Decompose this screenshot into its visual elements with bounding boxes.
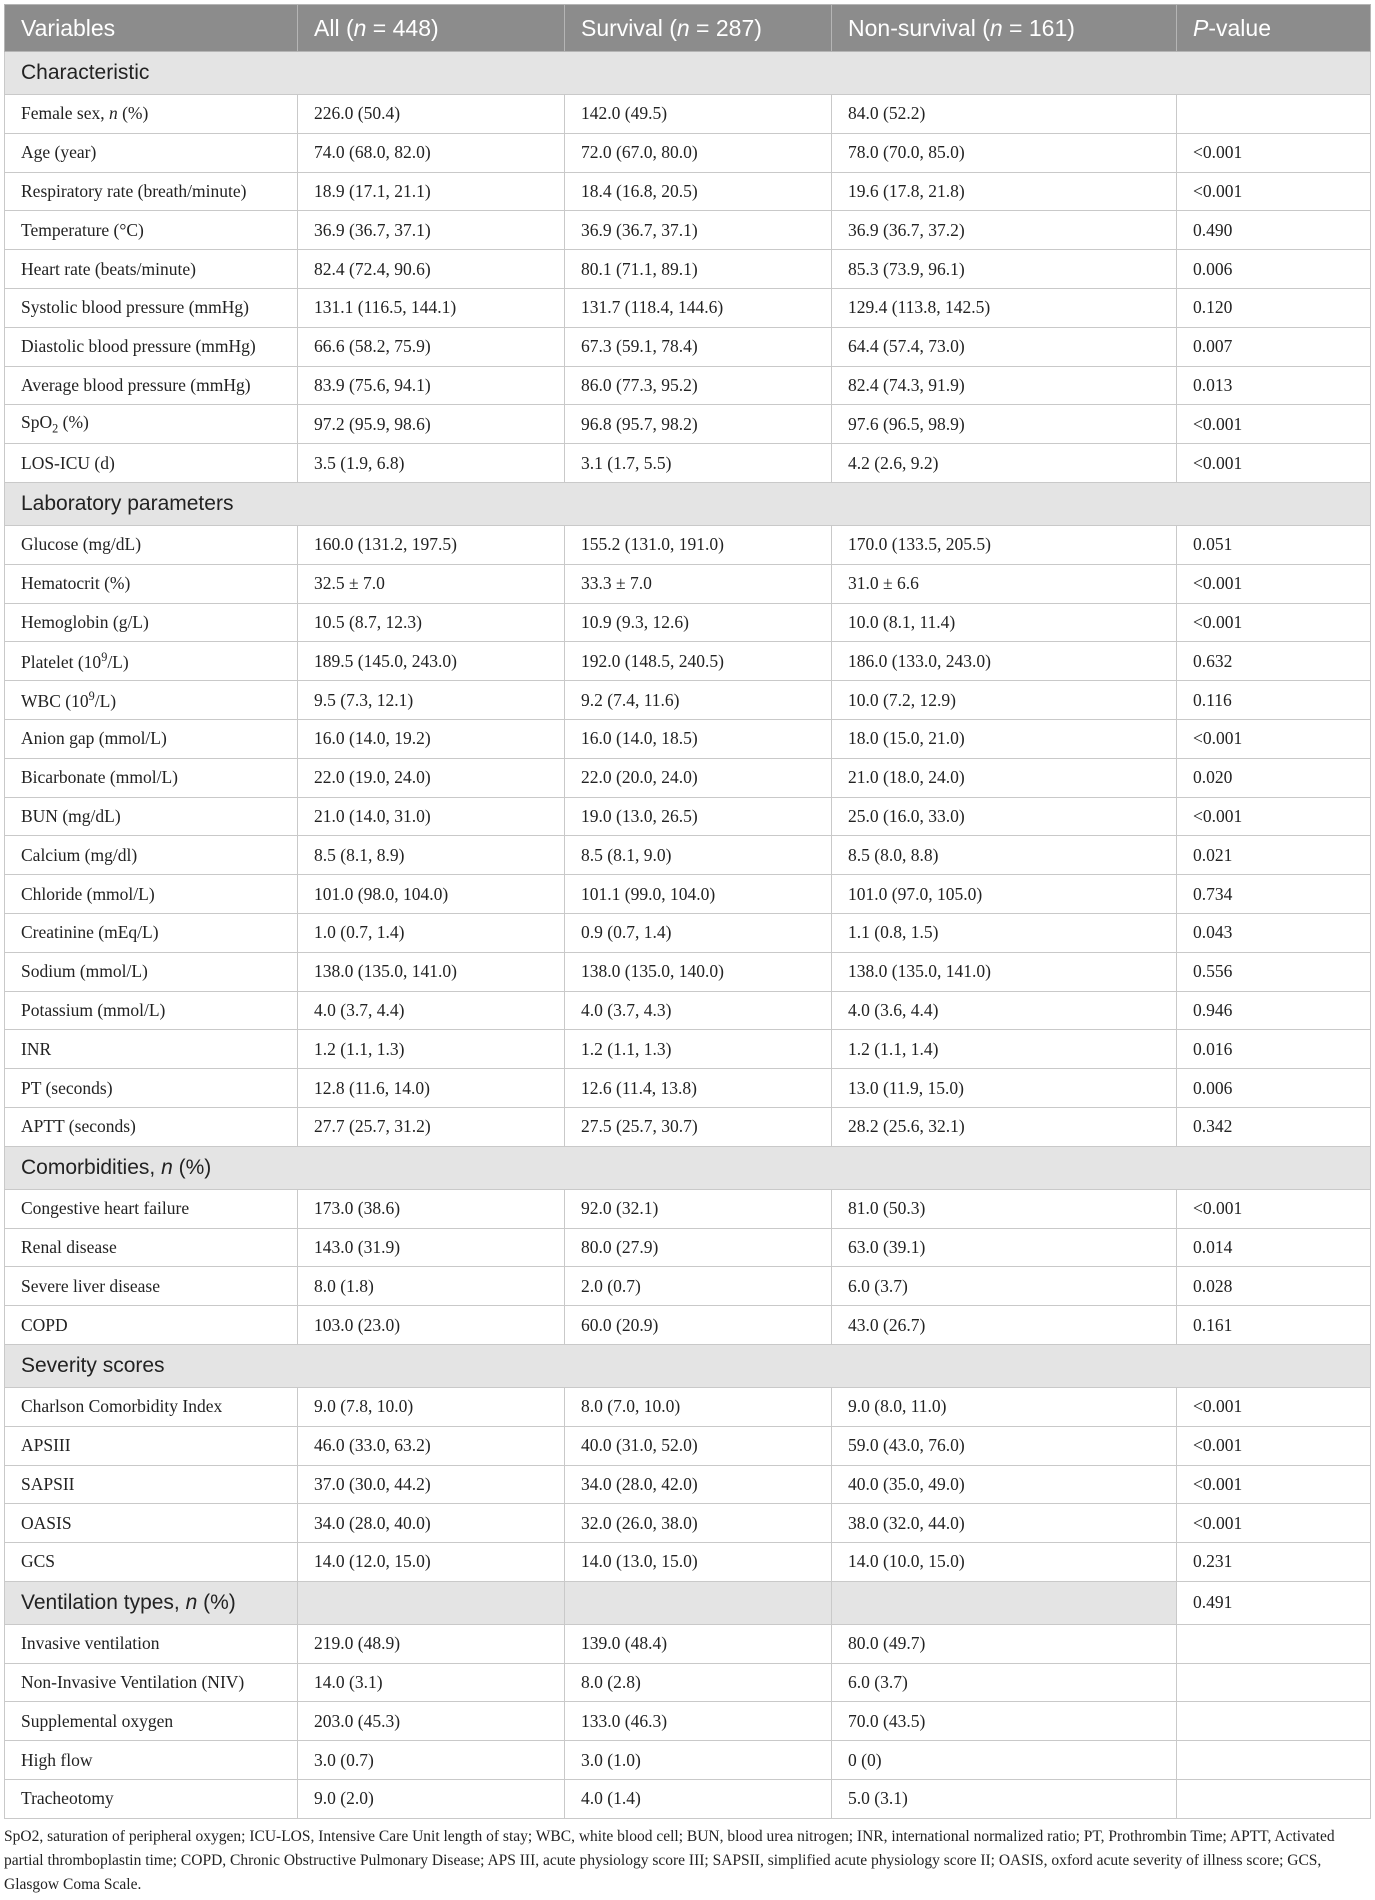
- row-label: Creatinine (mEq/L): [5, 913, 298, 952]
- cell-p: 0.021: [1177, 836, 1371, 875]
- cell-nonsurvival: 78.0 (70.0, 85.0): [832, 133, 1177, 172]
- cell-p: 0.014: [1177, 1228, 1371, 1267]
- cell-all: 9.0 (2.0): [298, 1780, 565, 1819]
- row-label: Charlson Comorbidity Index: [5, 1387, 298, 1426]
- table-row: [5, 1069, 1371, 1108]
- data-table: [4, 4, 1371, 1819]
- cell-survival: 131.7 (118.4, 144.6): [565, 288, 832, 327]
- cell-survival: 34.0 (28.0, 42.0): [565, 1465, 832, 1504]
- row-label: SpO$_2$ (%): [5, 405, 298, 444]
- row-label: High flow: [5, 1741, 298, 1780]
- cell-all: 14.0 (3.1): [298, 1663, 565, 1702]
- section-row: [5, 1344, 1371, 1387]
- table-row: [5, 1030, 1371, 1069]
- cell-p: 0.342: [1177, 1107, 1371, 1146]
- cell-survival: 1.2 (1.1, 1.3): [565, 1030, 832, 1069]
- cell-all: 226.0 (50.4): [298, 95, 565, 134]
- cell-p: 0.556: [1177, 952, 1371, 991]
- row-label: Platelet $(10^9/L)$: [5, 642, 298, 681]
- cell-all: 36.9 (36.7, 37.1): [298, 211, 565, 250]
- cell-all: 3.0 (0.7): [298, 1741, 565, 1780]
- cell-all: 9.0 (7.8, 10.0): [298, 1387, 565, 1426]
- section-spacer: [832, 1581, 1177, 1624]
- row-label: LOS-ICU (d): [5, 444, 298, 483]
- cell-p: <0.001: [1177, 444, 1371, 483]
- cell-p: 0.043: [1177, 913, 1371, 952]
- table-row: [5, 1543, 1371, 1582]
- table-row: [5, 564, 1371, 603]
- table-row: [5, 1663, 1371, 1702]
- table-row: [5, 1504, 1371, 1543]
- cell-all: 173.0 (38.6): [298, 1189, 565, 1228]
- row-label: COPD: [5, 1306, 298, 1345]
- cell-nonsurvival: 82.4 (74.3, 91.9): [832, 366, 1177, 405]
- cell-p: 0.020: [1177, 758, 1371, 797]
- table-row: [5, 1107, 1371, 1146]
- cell-all: 83.9 (75.6, 94.1): [298, 366, 565, 405]
- cell-all: 21.0 (14.0, 31.0): [298, 797, 565, 836]
- cell-all: 9.5 (7.3, 12.1): [298, 681, 565, 720]
- cell-all: 27.7 (25.7, 31.2): [298, 1107, 565, 1146]
- cell-nonsurvival: 6.0 (3.7): [832, 1267, 1177, 1306]
- cell-nonsurvival: 18.0 (15.0, 21.0): [832, 719, 1177, 758]
- cell-survival: 9.2 (7.4, 11.6): [565, 681, 832, 720]
- cell-p: <0.001: [1177, 172, 1371, 211]
- cell-survival: 92.0 (32.1): [565, 1189, 832, 1228]
- row-label: GCS: [5, 1543, 298, 1582]
- cell-p: [1177, 1780, 1371, 1819]
- section-title: Laboratory parameters: [5, 482, 1371, 525]
- table-row: [5, 1780, 1371, 1819]
- cell-all: 22.0 (19.0, 24.0): [298, 758, 565, 797]
- cell-nonsurvival: 4.2 (2.6, 9.2): [832, 444, 1177, 483]
- section-row: [5, 1146, 1371, 1189]
- cell-nonsurvival: 21.0 (18.0, 24.0): [832, 758, 1177, 797]
- cell-nonsurvival: 31.0 ± 6.6: [832, 564, 1177, 603]
- cell-survival: 192.0 (148.5, 240.5): [565, 642, 832, 681]
- cell-nonsurvival: 59.0 (43.0, 76.0): [832, 1426, 1177, 1465]
- table-body: [5, 52, 1371, 1819]
- cell-all: 160.0 (131.2, 197.5): [298, 525, 565, 564]
- cell-survival: 139.0 (48.4): [565, 1624, 832, 1663]
- cell-survival: 80.0 (27.9): [565, 1228, 832, 1267]
- header-non-survival: Non-survival (n = 161): [832, 5, 1177, 52]
- header-row: [5, 5, 1371, 52]
- cell-nonsurvival: 138.0 (135.0, 141.0): [832, 952, 1177, 991]
- cell-all: 8.0 (1.8): [298, 1267, 565, 1306]
- row-label: Sodium (mmol/L): [5, 952, 298, 991]
- row-label: Potassium (mmol/L): [5, 991, 298, 1030]
- section-row: [5, 482, 1371, 525]
- row-label: Tracheotomy: [5, 1780, 298, 1819]
- cell-nonsurvival: 101.0 (97.0, 105.0): [832, 875, 1177, 914]
- cell-p: <0.001: [1177, 564, 1371, 603]
- section-title: Comorbidities, n (%): [5, 1146, 1371, 1189]
- cell-p: <0.001: [1177, 405, 1371, 444]
- cell-survival: 101.1 (99.0, 104.0): [565, 875, 832, 914]
- row-label: Hemoglobin (g/L): [5, 603, 298, 642]
- row-label: Heart rate (beats/minute): [5, 250, 298, 289]
- cell-nonsurvival: 13.0 (11.9, 15.0): [832, 1069, 1177, 1108]
- cell-p: <0.001: [1177, 1465, 1371, 1504]
- cell-nonsurvival: 36.9 (36.7, 37.2): [832, 211, 1177, 250]
- cell-p: [1177, 1702, 1371, 1741]
- cell-all: 16.0 (14.0, 19.2): [298, 719, 565, 758]
- cell-p: 0.116: [1177, 681, 1371, 720]
- section-title: Ventilation types, n (%): [5, 1581, 298, 1624]
- header-variables: Variables: [5, 5, 298, 52]
- cell-survival: 16.0 (14.0, 18.5): [565, 719, 832, 758]
- cell-p: <0.001: [1177, 133, 1371, 172]
- header-all: All (n = 448): [298, 5, 565, 52]
- cell-nonsurvival: 28.2 (25.6, 32.1): [832, 1107, 1177, 1146]
- table-row: [5, 991, 1371, 1030]
- row-label: Supplemental oxygen: [5, 1702, 298, 1741]
- cell-all: 1.2 (1.1, 1.3): [298, 1030, 565, 1069]
- cell-nonsurvival: 129.4 (113.8, 142.5): [832, 288, 1177, 327]
- table-row: [5, 1387, 1371, 1426]
- row-label: Female sex, n (%): [5, 95, 298, 134]
- cell-all: 103.0 (23.0): [298, 1306, 565, 1345]
- cell-survival: 27.5 (25.7, 30.7): [565, 1107, 832, 1146]
- table-row: [5, 913, 1371, 952]
- row-label: Renal disease: [5, 1228, 298, 1267]
- cell-nonsurvival: 43.0 (26.7): [832, 1306, 1177, 1345]
- cell-nonsurvival: 170.0 (133.5, 205.5): [832, 525, 1177, 564]
- row-label: PT (seconds): [5, 1069, 298, 1108]
- table-row: [5, 952, 1371, 991]
- section-spacer: [298, 1581, 565, 1624]
- table-row: [5, 133, 1371, 172]
- row-label: Average blood pressure (mmHg): [5, 366, 298, 405]
- cell-nonsurvival: 8.5 (8.0, 8.8): [832, 836, 1177, 875]
- row-label: OASIS: [5, 1504, 298, 1543]
- cell-p: 0.734: [1177, 875, 1371, 914]
- section-title: Characteristic: [5, 52, 1371, 95]
- cell-p: [1177, 1741, 1371, 1780]
- cell-all: 143.0 (31.9): [298, 1228, 565, 1267]
- cell-all: 4.0 (3.7, 4.4): [298, 991, 565, 1030]
- cell-p: 0.006: [1177, 250, 1371, 289]
- cell-nonsurvival: 85.3 (73.9, 96.1): [832, 250, 1177, 289]
- cell-p: 0.946: [1177, 991, 1371, 1030]
- cell-nonsurvival: 14.0 (10.0, 15.0): [832, 1543, 1177, 1582]
- cell-nonsurvival: 10.0 (7.2, 12.9): [832, 681, 1177, 720]
- row-label: Respiratory rate (breath/minute): [5, 172, 298, 211]
- cell-survival: 142.0 (49.5): [565, 95, 832, 134]
- cell-nonsurvival: 63.0 (39.1): [832, 1228, 1177, 1267]
- table-row: [5, 172, 1371, 211]
- cell-survival: 155.2 (131.0, 191.0): [565, 525, 832, 564]
- cell-nonsurvival: 0 (0): [832, 1741, 1177, 1780]
- header-survival: Survival (n = 287): [565, 5, 832, 52]
- cell-p: <0.001: [1177, 1426, 1371, 1465]
- cell-nonsurvival: 70.0 (43.5): [832, 1702, 1177, 1741]
- cell-all: 14.0 (12.0, 15.0): [298, 1543, 565, 1582]
- table-row: [5, 327, 1371, 366]
- table-row: [5, 603, 1371, 642]
- cell-nonsurvival: 84.0 (52.2): [832, 95, 1177, 134]
- cell-nonsurvival: 40.0 (35.0, 49.0): [832, 1465, 1177, 1504]
- cell-survival: 32.0 (26.0, 38.0): [565, 1504, 832, 1543]
- table-row: [5, 1306, 1371, 1345]
- cell-nonsurvival: 10.0 (8.1, 11.4): [832, 603, 1177, 642]
- cell-p: 0.490: [1177, 211, 1371, 250]
- table-row: [5, 1702, 1371, 1741]
- table-row: [5, 1624, 1371, 1663]
- cell-survival: 86.0 (77.3, 95.2): [565, 366, 832, 405]
- row-label: Age (year): [5, 133, 298, 172]
- cell-p: 0.006: [1177, 1069, 1371, 1108]
- cell-p: 0.632: [1177, 642, 1371, 681]
- cell-survival: 8.5 (8.1, 9.0): [565, 836, 832, 875]
- cell-nonsurvival: 6.0 (3.7): [832, 1663, 1177, 1702]
- cell-p: 0.016: [1177, 1030, 1371, 1069]
- cell-all: 97.2 (95.9, 98.6): [298, 405, 565, 444]
- cell-p: 0.120: [1177, 288, 1371, 327]
- cell-p: <0.001: [1177, 1189, 1371, 1228]
- cell-survival: 3.1 (1.7, 5.5): [565, 444, 832, 483]
- row-label: APSIII: [5, 1426, 298, 1465]
- section-title: Severity scores: [5, 1344, 1371, 1387]
- cell-survival: 96.8 (95.7, 98.2): [565, 405, 832, 444]
- table-row: [5, 444, 1371, 483]
- table-row: [5, 642, 1371, 681]
- cell-survival: 67.3 (59.1, 78.4): [565, 327, 832, 366]
- cell-all: 32.5 ± 7.0: [298, 564, 565, 603]
- cell-survival: 80.1 (71.1, 89.1): [565, 250, 832, 289]
- cell-all: 219.0 (48.9): [298, 1624, 565, 1663]
- row-label: Temperature (°C): [5, 211, 298, 250]
- cell-p: <0.001: [1177, 1387, 1371, 1426]
- cell-nonsurvival: 25.0 (16.0, 33.0): [832, 797, 1177, 836]
- row-label: Non-Invasive Ventilation (NIV): [5, 1663, 298, 1702]
- cell-survival: 19.0 (13.0, 26.5): [565, 797, 832, 836]
- cell-p: 0.007: [1177, 327, 1371, 366]
- cell-nonsurvival: 81.0 (50.3): [832, 1189, 1177, 1228]
- cell-survival: 138.0 (135.0, 140.0): [565, 952, 832, 991]
- row-label: SAPSII: [5, 1465, 298, 1504]
- cell-all: 3.5 (1.9, 6.8): [298, 444, 565, 483]
- cell-survival: 22.0 (20.0, 24.0): [565, 758, 832, 797]
- section-spacer: [565, 1581, 832, 1624]
- cell-all: 46.0 (33.0, 63.2): [298, 1426, 565, 1465]
- cell-all: 66.6 (58.2, 75.9): [298, 327, 565, 366]
- row-label: Bicarbonate (mmol/L): [5, 758, 298, 797]
- table-row: [5, 1465, 1371, 1504]
- row-label: Glucose (mg/dL): [5, 525, 298, 564]
- cell-all: 34.0 (28.0, 40.0): [298, 1504, 565, 1543]
- cell-all: 1.0 (0.7, 1.4): [298, 913, 565, 952]
- cell-nonsurvival: 4.0 (3.6, 4.4): [832, 991, 1177, 1030]
- cell-p: <0.001: [1177, 797, 1371, 836]
- cell-survival: 0.9 (0.7, 1.4): [565, 913, 832, 952]
- cell-all: 189.5 (145.0, 243.0): [298, 642, 565, 681]
- table-row: [5, 211, 1371, 250]
- header-p-value: P-value: [1177, 5, 1371, 52]
- table-row: [5, 797, 1371, 836]
- table-row: [5, 1426, 1371, 1465]
- row-label: INR: [5, 1030, 298, 1069]
- table-row: [5, 250, 1371, 289]
- cell-survival: 60.0 (20.9): [565, 1306, 832, 1345]
- cell-nonsurvival: 186.0 (133.0, 243.0): [832, 642, 1177, 681]
- cell-survival: 12.6 (11.4, 13.8): [565, 1069, 832, 1108]
- table-row: [5, 875, 1371, 914]
- cell-survival: 8.0 (7.0, 10.0): [565, 1387, 832, 1426]
- cell-all: 138.0 (135.0, 141.0): [298, 952, 565, 991]
- cell-p: [1177, 1624, 1371, 1663]
- table-row: [5, 758, 1371, 797]
- cell-nonsurvival: 80.0 (49.7): [832, 1624, 1177, 1663]
- cell-all: 18.9 (17.1, 21.1): [298, 172, 565, 211]
- table-row: [5, 1189, 1371, 1228]
- cell-survival: 14.0 (13.0, 15.0): [565, 1543, 832, 1582]
- row-label: Chloride (mmol/L): [5, 875, 298, 914]
- cell-p: 0.013: [1177, 366, 1371, 405]
- cell-p: [1177, 1663, 1371, 1702]
- row-label: Hematocrit (%): [5, 564, 298, 603]
- cell-survival: 40.0 (31.0, 52.0): [565, 1426, 832, 1465]
- cell-nonsurvival: 38.0 (32.0, 44.0): [832, 1504, 1177, 1543]
- table-row: [5, 405, 1371, 444]
- table-row: [5, 719, 1371, 758]
- cell-nonsurvival: 5.0 (3.1): [832, 1780, 1177, 1819]
- cell-survival: 3.0 (1.0): [565, 1741, 832, 1780]
- cell-survival: 33.3 ± 7.0: [565, 564, 832, 603]
- cell-p: <0.001: [1177, 719, 1371, 758]
- cell-all: 74.0 (68.0, 82.0): [298, 133, 565, 172]
- table-row: [5, 681, 1371, 720]
- row-label: Calcium (mg/dl): [5, 836, 298, 875]
- cell-p: 0.231: [1177, 1543, 1371, 1582]
- table-row: [5, 1228, 1371, 1267]
- table-row: [5, 1267, 1371, 1306]
- cell-p: 0.028: [1177, 1267, 1371, 1306]
- cell-survival: 18.4 (16.8, 20.5): [565, 172, 832, 211]
- cell-survival: 4.0 (3.7, 4.3): [565, 991, 832, 1030]
- table-row: [5, 836, 1371, 875]
- table-header: [5, 5, 1371, 52]
- row-label: Invasive ventilation: [5, 1624, 298, 1663]
- cell-nonsurvival: 19.6 (17.8, 21.8): [832, 172, 1177, 211]
- cell-all: 131.1 (116.5, 144.1): [298, 288, 565, 327]
- cell-nonsurvival: 1.1 (0.8, 1.5): [832, 913, 1177, 952]
- cell-all: 12.8 (11.6, 14.0): [298, 1069, 565, 1108]
- cell-survival: 8.0 (2.8): [565, 1663, 832, 1702]
- cell-survival: 4.0 (1.4): [565, 1780, 832, 1819]
- cell-all: 8.5 (8.1, 8.9): [298, 836, 565, 875]
- table-row: [5, 366, 1371, 405]
- cell-p: [1177, 95, 1371, 134]
- table-container: [4, 4, 1370, 1897]
- table-row: [5, 525, 1371, 564]
- row-label: Systolic blood pressure (mmHg): [5, 288, 298, 327]
- section-p-value: 0.491: [1177, 1581, 1371, 1624]
- cell-nonsurvival: 64.4 (57.4, 73.0): [832, 327, 1177, 366]
- row-label: APTT (seconds): [5, 1107, 298, 1146]
- cell-p: <0.001: [1177, 1504, 1371, 1543]
- cell-all: 37.0 (30.0, 44.2): [298, 1465, 565, 1504]
- cell-survival: 10.9 (9.3, 12.6): [565, 603, 832, 642]
- section-row: [5, 52, 1371, 95]
- cell-nonsurvival: 1.2 (1.1, 1.4): [832, 1030, 1177, 1069]
- cell-all: 101.0 (98.0, 104.0): [298, 875, 565, 914]
- cell-p: <0.001: [1177, 603, 1371, 642]
- row-label: WBC $(10^9/L)$: [5, 681, 298, 720]
- table-footnote: SpO2, saturation of peripheral oxygen; ICU-LOS, Intensive Care Unit length of stay; WBC, white blood cell; BUN, blood urea nitrogen; INR, international normalized ratio; PT, Prothrombin Time; APTT, Activated partial thromboplastin time; COPD, Chronic Obstructive Pulmonary Disease; APS III, acute physiology score III; SAPSII, simplified acute physiology score II; OASIS, oxford acute severity of illness score; GCS, Glasgow Coma Scale.: [4, 1827, 1335, 1893]
- cell-p: 0.161: [1177, 1306, 1371, 1345]
- table-row: [5, 288, 1371, 327]
- cell-all: 82.4 (72.4, 90.6): [298, 250, 565, 289]
- cell-survival: 36.9 (36.7, 37.1): [565, 211, 832, 250]
- cell-all: 203.0 (45.3): [298, 1702, 565, 1741]
- row-label: Severe liver disease: [5, 1267, 298, 1306]
- row-label: BUN (mg/dL): [5, 797, 298, 836]
- row-label: Diastolic blood pressure (mmHg): [5, 327, 298, 366]
- cell-all: 10.5 (8.7, 12.3): [298, 603, 565, 642]
- cell-survival: 133.0 (46.3): [565, 1702, 832, 1741]
- table-row: [5, 1741, 1371, 1780]
- table-row: [5, 95, 1371, 134]
- row-label: Anion gap (mmol/L): [5, 719, 298, 758]
- cell-survival: 2.0 (0.7): [565, 1267, 832, 1306]
- cell-nonsurvival: 97.6 (96.5, 98.9): [832, 405, 1177, 444]
- cell-survival: 72.0 (67.0, 80.0): [565, 133, 832, 172]
- section-row: [5, 1581, 1371, 1624]
- cell-nonsurvival: 9.0 (8.0, 11.0): [832, 1387, 1177, 1426]
- cell-p: 0.051: [1177, 525, 1371, 564]
- row-label: Congestive heart failure: [5, 1189, 298, 1228]
